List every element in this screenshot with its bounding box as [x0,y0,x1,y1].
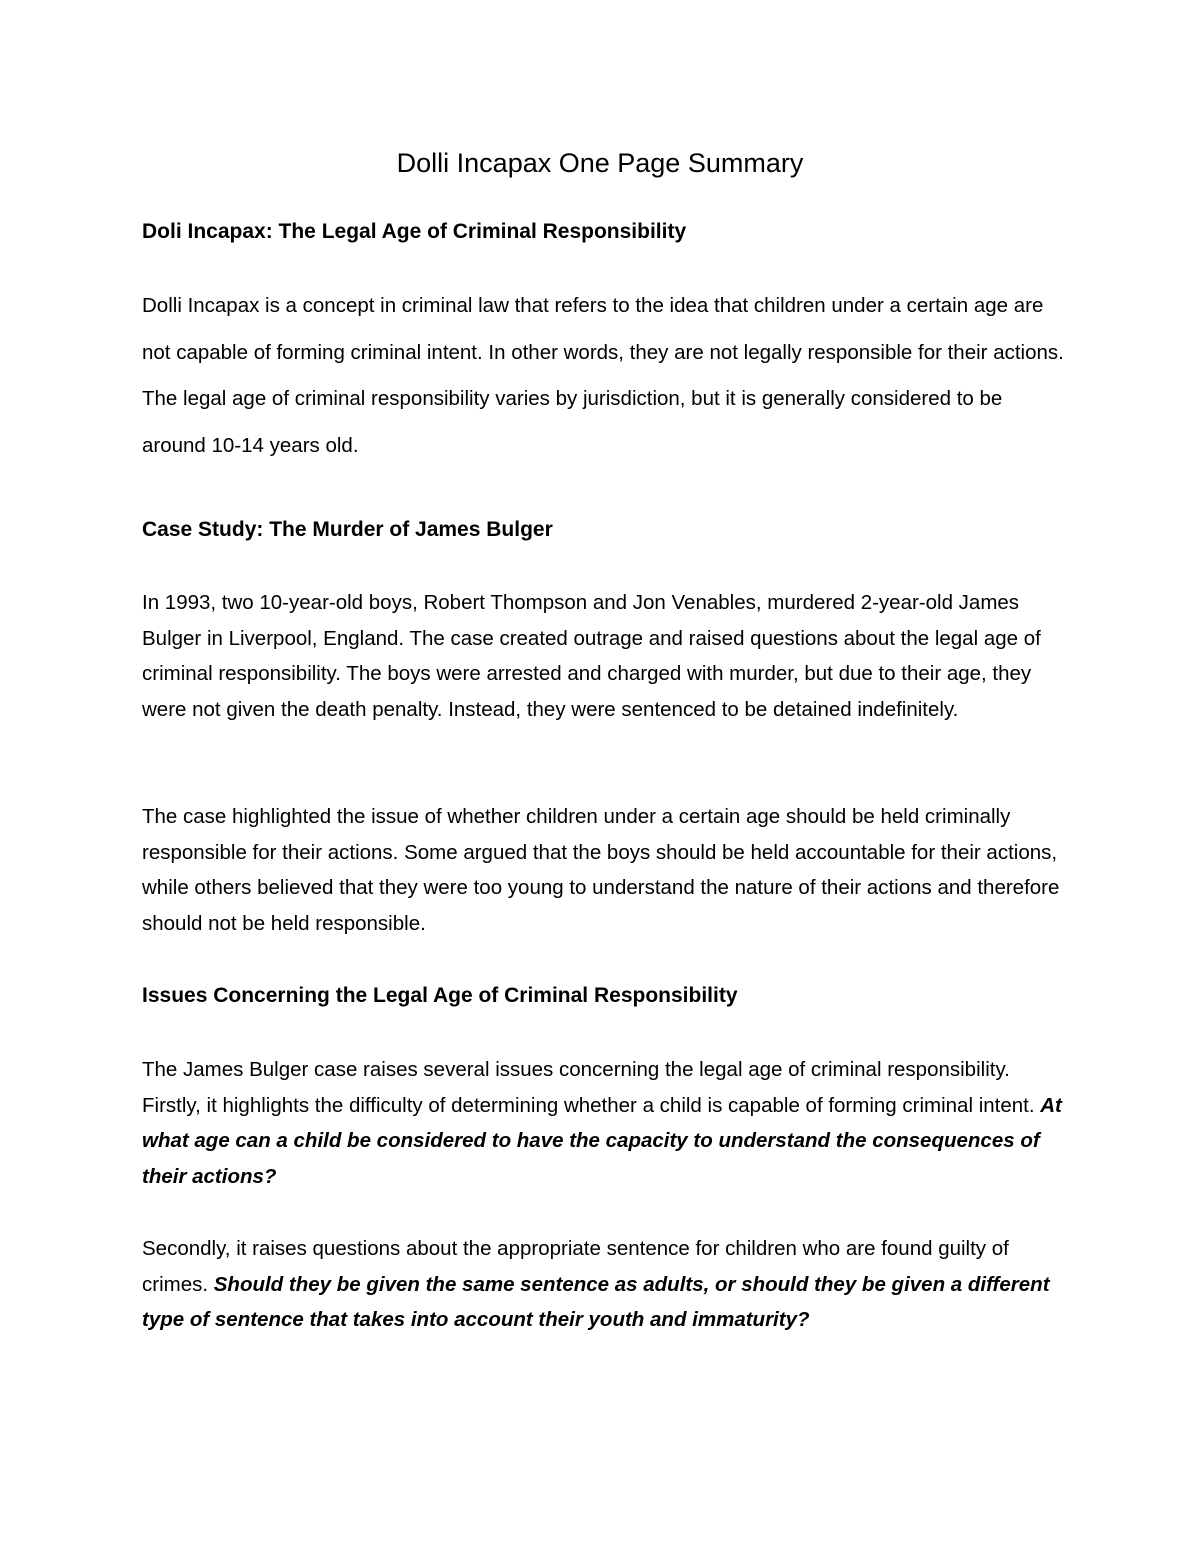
question-sentence: Should they be given the same sentence as adults, or should they be given a different type of sentence that takes into account their youth and immaturity? [142,1272,1050,1331]
page-title: Dolli Incapax One Page Summary [396,148,804,178]
paragraph-case-study-facts: In 1993, two 10-year-old boys, Robert Thompson and Jon Venables, murdered 2-year-old James Bulger in Liverpool, England. The case created outrage and raised questions about the legal age of criminal responsibility. The boys were arrested and charged with murder, but due to their age, they were not given the death penalty. Instead, they were sentenced to be detained indefinitely. [142,591,1041,721]
paragraph-issues-intent [142,1052,1067,1194]
paragraph-case-study-issue: The case highlighted the issue of whether children under a certain age should be held criminally responsible for their actions. Some argued that the boys should be held accountable for their actions, while others believed that they were too young to understand the nature of their actions and therefore should not be held responsible. [142,805,1060,935]
section-heading-issues: Issues Concerning the Legal Age of Criminal Responsibility [142,984,738,1007]
paragraph-issues-intent-text: The James Bulger case raises several issues concerning the legal age of criminal responsibility. Firstly, it highlights the difficulty of determining whether a child is capable of forming criminal intent. [142,1058,1041,1117]
section-heading-doli-incapax: Doli Incapax: The Legal Age of Criminal Responsibility [142,220,687,243]
paragraph-issues-sentence-text: Secondly, it raises questions about the appropriate sentence for children who are found guilty of crimes. [142,1237,1009,1296]
section-heading-case-study: Case Study: The Murder of James Bulger [142,518,553,541]
paragraph-doli-incapax-definition: Dolli Incapax is a concept in criminal law that refers to the idea that children under a certain age are not capable of forming criminal intent. In other words, they are not legally responsible for their actions. The legal age of criminal responsibility varies by jurisdiction, but it is generally considered to be around 10-14 years old. [142,294,1064,457]
question-capacity: At what age can a child be considered to have the capacity to understand the consequences of their actions? [142,1093,1062,1188]
paragraph-issues-sentence [142,1231,1067,1338]
